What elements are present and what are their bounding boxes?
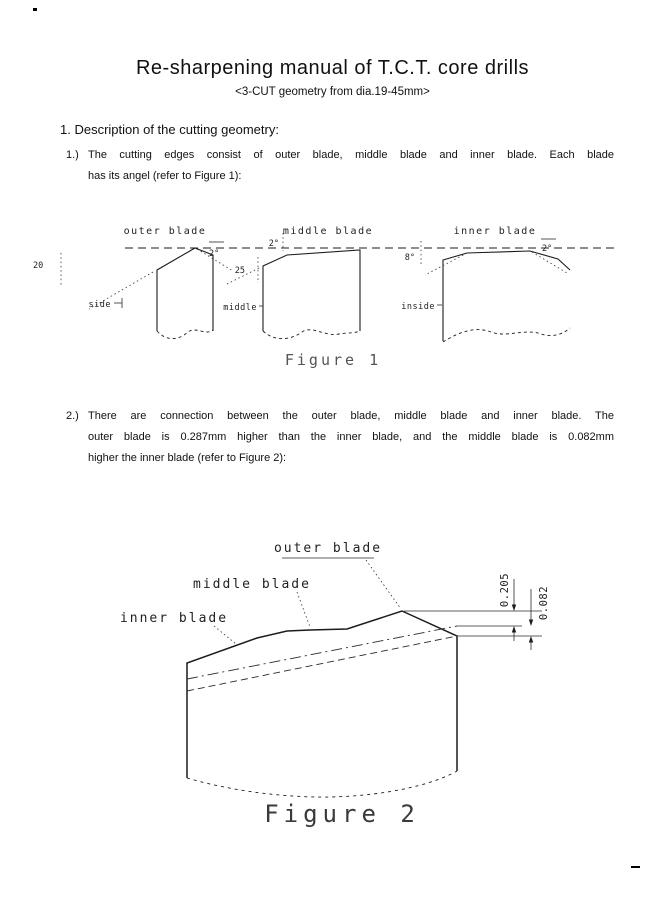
paragraph-1-marker: 1.) — [66, 149, 79, 161]
paragraph-line: higher the inner blade (refer to Figure 2): — [88, 452, 287, 464]
fig1-inner-side-angle: 8° — [404, 253, 415, 263]
outer-blade-group — [33, 226, 233, 339]
figure-2-diagram — [110, 533, 590, 833]
paragraph-line: outer blade is 0.287mm higher than the inner blade, and the middle blade is 0.082mm — [88, 431, 614, 443]
middle-blade-group — [223, 226, 373, 339]
dimension-0205 — [499, 573, 516, 641]
fig2-middle-blade-label: middle blade — [193, 577, 311, 592]
fig1-middle-blade-label: middle blade — [282, 226, 374, 237]
dimension-0082 — [529, 586, 550, 650]
fig1-outer-top-angle: 2° — [209, 249, 220, 259]
stray-print-mark-bottom-right — [631, 866, 640, 868]
paragraph-1 — [66, 145, 614, 187]
stray-print-mark-top-left — [33, 8, 37, 11]
outer-label-leader — [366, 560, 401, 609]
inner-blade-group — [401, 226, 570, 342]
figure-2-caption: Figure 2 — [264, 800, 420, 828]
figure-1-diagram — [25, 213, 645, 383]
fig1-middle-side-angle: 25 — [234, 266, 245, 276]
inner-angle-leader — [425, 253, 467, 275]
paragraph-line: There are connection between the outer blade, middle blade and inner blade. The — [88, 410, 614, 422]
inner-blade-plane-line — [187, 636, 457, 691]
inner-label-leader — [214, 626, 236, 644]
section-heading: 1. Description of the cutting geometry: — [60, 122, 279, 137]
paragraph-1-text — [88, 145, 614, 187]
figure-1-caption: Figure 1 — [284, 351, 382, 369]
middle-label-leader — [297, 592, 310, 627]
inner-blade-outline — [443, 251, 570, 341]
fig1-outer-face-label: side — [88, 300, 111, 310]
fig1-outer-blade-label: outer blade — [123, 226, 207, 237]
fig2-outer-blade-label: outer blade — [273, 541, 383, 556]
fig2-dim-outer-to-middle: 0.205 — [499, 572, 511, 608]
fig1-inner-face-label: inside — [401, 302, 435, 312]
paragraph-2-marker: 2.) — [66, 410, 79, 422]
body-break-line — [187, 771, 457, 797]
middle-blade-plane-line — [187, 626, 457, 679]
page-subtitle: <3-CUT geometry from dia.19-45mm> — [235, 86, 430, 98]
fig1-inner-blade-label: inner blade — [453, 226, 537, 237]
middle-blade-break-line — [263, 330, 360, 339]
middle-blade-outline — [263, 250, 360, 331]
fig2-inner-blade-label: inner blade — [119, 611, 229, 626]
paragraph-line: The cutting edges consist of outer blade, middle blade and inner blade. Each blade — [88, 149, 614, 161]
paragraph-2-text — [88, 406, 614, 469]
paragraph-2 — [66, 406, 614, 469]
fig1-middle-top-angle: 2° — [268, 239, 279, 249]
fig1-inner-top-angle: 2° — [542, 244, 553, 254]
outer-blade-outline — [157, 248, 213, 331]
fig1-middle-face-label: middle — [223, 303, 257, 313]
fig1-outer-side-angle: 20 — [33, 261, 44, 271]
inner-blade-break-line — [443, 328, 570, 342]
paragraph-line: has its angel (refer to Figure 1): — [88, 170, 242, 182]
outer-blade-break-line — [157, 330, 213, 339]
page-title: Re-sharpening manual of T.C.T. core drills — [135, 57, 530, 79]
drill-tip-profile — [187, 611, 457, 778]
fig2-dim-middle-to-inner: 0.082 — [538, 585, 550, 621]
